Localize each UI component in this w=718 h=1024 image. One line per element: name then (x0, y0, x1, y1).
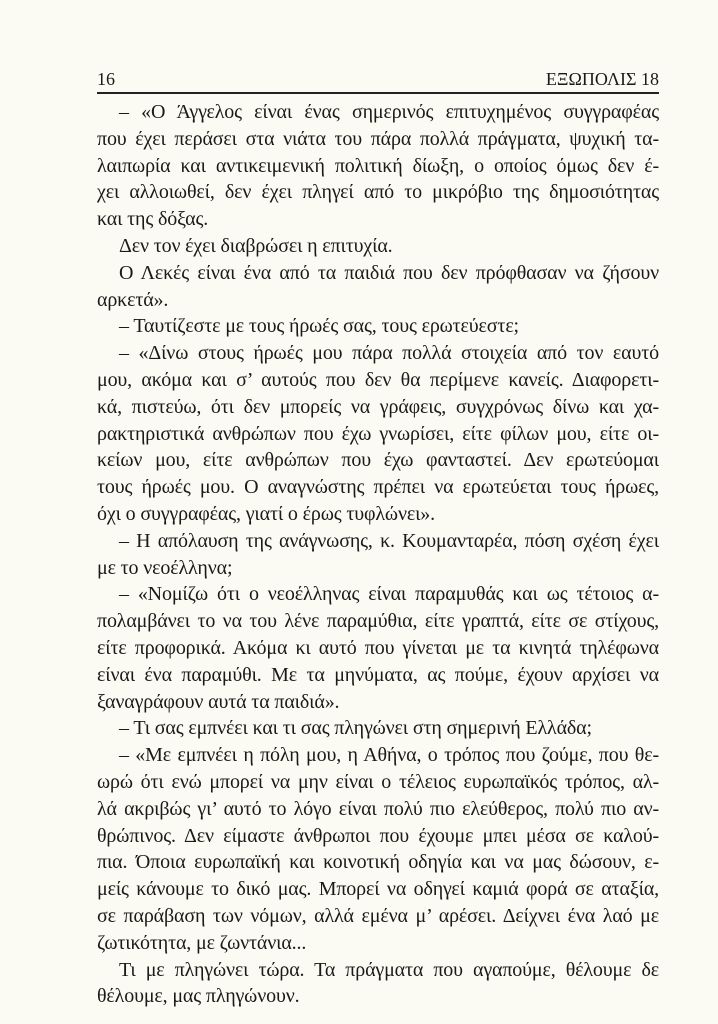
text-line: Ο Λεκές είναι ένα από τα παιδιά που δεν πρόφθασαν να ζήσουν (119, 261, 659, 284)
body-text (97, 99, 659, 1010)
text-line: χει αλλοιωθεί, δεν έχει πληγεί από το μικρόβιο της δημοσιότητας (97, 181, 659, 204)
text-line: – «Ο Άγγελος είναι ένας σημερινός επιτυχημένος συγγραφέας (119, 101, 659, 123)
paragraph (97, 528, 659, 582)
text-line: Δεν τον έχει διαβρώσει η επιτυχία. (119, 234, 393, 257)
text-line: και της δόξας. (97, 208, 209, 231)
text-line: μείς κάνουμε το δικό μας. Μπορεί να οδηγεί καμιά φορά σε αταξία, (97, 878, 659, 901)
text-line: – Τι σας εμπνέει και τι σας πληγώνει στη σημερινή Ελλάδα; (119, 717, 592, 740)
paragraph (97, 957, 659, 1011)
text-line: Τι με πληγώνει τώρα. Τα πράγματα που αγαπούμε, θέλουμε δε (119, 958, 659, 981)
paragraph (97, 742, 659, 956)
text-line: τους ήρωές μου. Ο αναγνώστης πρέπει να ερωτεύεται τους ήρωες, (97, 476, 659, 499)
text-line: μου, ακόμα και σ’ αυτούς που δεν θα περίμενε κανείς. Διαφορετι- (97, 368, 659, 391)
paragraph (97, 715, 659, 742)
text-line: – Η απόλαυση της ανάγνωσης, κ. Κουμανταρέα, πόση σχέση έχει (119, 529, 659, 552)
text-line: ξαναγράφουν αυτά τα παιδιά». (97, 690, 340, 713)
paragraph (97, 581, 659, 715)
text-line: πολαμβάνει το να του λένε παραμύθια, είτε γραπτά, είτε σε στίχους, (97, 610, 659, 633)
text-line: λά ακριβώς γι’ αυτό το λόγο είναι πολύ πιο ελεύθερος, πολύ πιο αν- (97, 797, 659, 820)
paragraph (97, 340, 659, 528)
text-line: ωρώ ότι ενώ μπορεί να μην είναι ο τέλειος ευρωπαϊκός τρόπος, αλ- (97, 770, 659, 793)
text-line: – «Με εμπνέει η πόλη μου, η Αθήνα, ο τρόπος που ζούμε, που θε- (119, 744, 659, 767)
text-line: θέλουμε, μας πληγώνουν. (97, 985, 300, 1008)
text-line: αρκετά». (97, 288, 169, 311)
text-line: που έχει περάσει στα νιάτα του πάρα πολλά πράγματα, ψυχική τα- (97, 127, 659, 150)
text-line: με το νεοέλληνα; (97, 556, 233, 579)
running-header (97, 64, 659, 94)
paragraph (97, 260, 659, 314)
running-title: ΕΞΩΠΟΛΙΣ 18 (545, 69, 659, 89)
paragraph (97, 313, 659, 340)
text-line: σε παράβαση των νόμων, αλλά εμένα μ’ αρέσει. Δείχνει ένα λαό με (97, 904, 659, 927)
text-line: κά, πιστεύω, ότι δεν μπορείς να γράφεις, συγχρόνως δίνω και χα- (97, 395, 659, 418)
paragraph (97, 99, 659, 233)
text-line: ζωτικότητα, με ζωντάνια... (97, 931, 307, 954)
text-line: – Ταυτίζεστε με τους ήρωές σας, τους ερωτεύεστε; (119, 315, 519, 338)
text-line: κείων μου, είτε ανθρώπων που έχω φανταστεί. Δεν ερωτεύομαι (97, 449, 659, 472)
text-line: – «Νομίζω ότι ο νεοέλληνας είναι παραμυθάς και ως τέτοιος α- (119, 583, 659, 606)
text-line: ρακτηριστικά ανθρώπων που έχω γνωρίσει, είτε φίλων μου, είτε οι- (97, 422, 659, 445)
page-number: 16 (97, 69, 115, 89)
text-line: όχι ο συγγραφέας, γιατί ο έρως τυφλώνει». (97, 502, 436, 525)
text-line: πια. Όποια ευρωπαϊκή και κοινοτική οδηγία και να μας δώσουν, ε- (97, 851, 659, 874)
text-line: είναι ένα παραμύθι. Με τα μηνύματα, ας πούμε, έχουν αρχίσει να (97, 663, 659, 686)
paragraph (97, 233, 659, 260)
text-line: είτε προφορικά. Ακόμα κι αυτό που γίνεται με τα κινητά τηλέφωνα (97, 636, 659, 659)
text-line: λαιπωρία και αντικειμενική πολιτική δίωξη, ο οποίος όμως δεν έ- (97, 154, 659, 177)
text-line: – «Δίνω στους ήρωές μου πάρα πολλά στοιχεία από τον εαυτό (119, 342, 659, 365)
text-line: θρώπινος. Δεν είμαστε άνθρωποι που έχουμε μπει μέσα σε καλού- (97, 824, 659, 847)
